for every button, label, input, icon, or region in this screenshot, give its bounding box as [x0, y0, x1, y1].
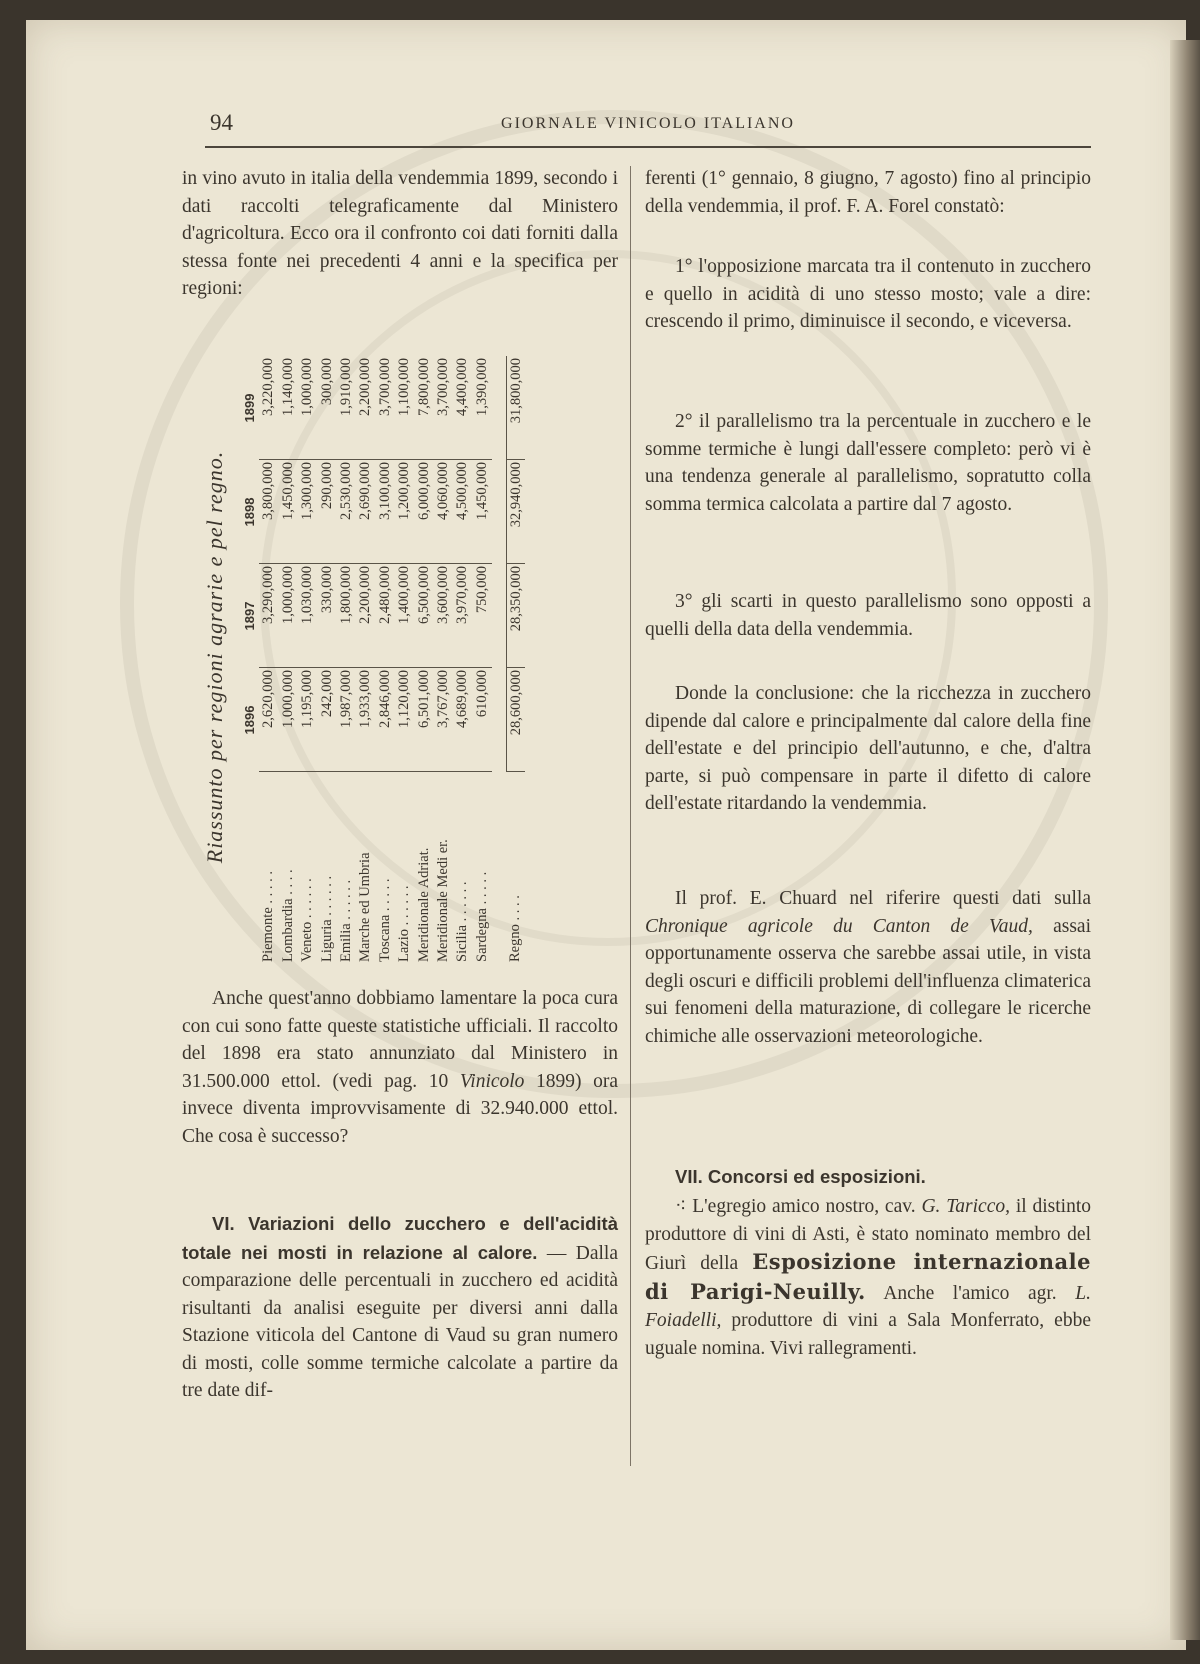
page-number: 94: [210, 110, 233, 135]
harvest-table: [182, 352, 618, 962]
value-cell: 1,000,000: [279, 564, 298, 668]
value-cell: 1,910,000: [337, 356, 356, 460]
region-label: [240, 772, 259, 962]
value-cell: 4,060,000: [434, 460, 453, 564]
value-cell: 4,400,000: [453, 356, 472, 460]
region-label: Veneto . . . . . .: [299, 878, 316, 962]
value-cell: 28,600,000: [506, 668, 525, 772]
value-cell: 290,000: [318, 460, 337, 564]
value-cell: 1,987,000: [337, 668, 356, 772]
table-row: [395, 352, 414, 962]
value-cell: 3,100,000: [376, 460, 395, 564]
region-label: Regno . . . .: [507, 895, 524, 962]
value-cell: 1,300,000: [298, 460, 317, 564]
value-cell: 1,030,000: [298, 564, 317, 668]
value-cell: 4,689,000: [453, 668, 472, 772]
table-row: [259, 352, 278, 962]
section-7-heading: VII. Concorsi ed esposizioni.: [675, 1166, 926, 1187]
value-cell: 2,846,000: [376, 668, 395, 772]
exhibition-name: Esposizione internazionale di Parigi-Neuilly.: [645, 1249, 1092, 1304]
value-cell: 31,800,000: [506, 356, 525, 460]
value-cell: 1896: [242, 705, 257, 735]
value-cell: 6,500,000: [415, 564, 434, 668]
region-label: Marche ed Umbria: [357, 852, 374, 962]
value-cell: 7,800,000: [415, 356, 434, 460]
value-cell: 2,200,000: [356, 356, 375, 460]
table-total-row: [506, 352, 525, 962]
value-cell: 1899: [242, 393, 257, 423]
value-cell: 1,195,000: [298, 668, 317, 772]
table-row: [473, 352, 492, 962]
region-label: Sicilia . . . . . .: [454, 881, 471, 962]
table-row: [453, 352, 472, 962]
region-label: Piemonte . . . . .: [260, 870, 277, 962]
value-cell: 3,800,000: [259, 460, 278, 564]
value-cell: 1,390,000: [473, 356, 492, 460]
value-cell: 1,000,000: [298, 356, 317, 460]
value-cell: 3,767,000: [434, 668, 453, 772]
intro-paragraph: in vino avuto in italia della vendemmia 1899, secondo i dati raccolti telegraficamente dal Ministero d'agricoltura. Ecco ora il confronto coi dati forniti dalla stessa fonte nei precedenti 4 anni e la specifica per regioni:: [182, 168, 618, 299]
value-cell: 300,000: [318, 356, 337, 460]
region-label: Meridionale Adriat.: [415, 847, 432, 962]
region-label: Lazio . . . . . .: [396, 885, 413, 962]
section-6-paragraph: VI. Variazioni dello zucchero e dell'acidità totale nei mosti in relazione al calore. — Dalla comparazione delle percentuali in zucchero ed acidità risultanti da analisi eseguite per diversi anni dalla Stazione viticola del Cantone di Vaud su gran numero di mosti, colle somme termiche calcolate a partire da tre date dif-: [182, 1213, 618, 1401]
value-cell: 1,200,000: [395, 460, 414, 564]
region-label: Lombardia . . . .: [279, 869, 296, 962]
region-label: Emilia . . . . . .: [337, 879, 354, 962]
value-cell: 750,000: [473, 564, 492, 668]
region-label: Meridionale Medi er.: [434, 839, 451, 962]
running-title: GIORNALE VINICOLO ITALIANO: [501, 115, 795, 132]
table-row: [298, 352, 317, 962]
value-cell: 2,620,000: [259, 668, 278, 772]
value-cell: 330,000: [318, 564, 337, 668]
section-7-paragraph: ⁖ L'egregio amico nostro, cav. G. Taricco, il distinto produttore di vini di Asti, è stato nominato membro del Giurì della Esposizione internazionale di Parigi-Neuilly. Anche l'amico agr. L. Foiadelli, produttore di vini a Sala Monferrato, ebbe uguale nomina. Vivi rallegramenti.: [645, 1196, 1092, 1359]
region-label: Sardegna . . . . .: [473, 871, 490, 962]
chuard-paragraph: Il prof. E. Chuard nel riferire questi dati sulla Chronique agricole du Canton de Vaud, assai opportunamente osserva che sarebbe assai utile, in vista degli oscuri e difficili problemi dell'influenza climaterica sui fenomeni della maturazione, di collegare le ricerche chimiche alle osservazioni meteorologiche.: [645, 888, 1091, 1047]
table-grid: [240, 352, 525, 962]
value-cell: 3,600,000: [434, 564, 453, 668]
table-row: [415, 352, 434, 962]
lament-paragraph: Anche quest'anno dobbiamo lamentare la poca cura con cui sono fatte queste statistiche ufficiali. Il raccolto del 1898 era stato annunziato dal Ministero in 31.500.000 ettol. (vedi pag. 10 Vinicolo 1899) ora invece diventa improvvisamente di 32.940.000 ettol. Che cosa è successo?: [182, 988, 619, 1147]
value-cell: 32,940,000: [506, 460, 525, 564]
table-row: [318, 352, 337, 962]
region-label: Liguria . . . . . .: [318, 875, 335, 962]
value-cell: 1,400,000: [395, 564, 414, 668]
section-6-heading: VI. Variazioni dello zucchero e dell'acidità totale nei mosti in relazione al calore.: [182, 1213, 618, 1263]
region-label: Toscana . . . . .: [376, 878, 393, 962]
table-row: [356, 352, 375, 962]
forel-intro: ferenti (1° gennaio, 8 giugno, 7 agosto) fino al principio della vendemmia, il prof. F. A. Forel constatò:: [645, 168, 1091, 217]
value-cell: 1,140,000: [279, 356, 298, 460]
value-cell: 1,450,000: [473, 460, 492, 564]
table-row: [376, 352, 395, 962]
table-title: Riassunto per regioni agrarie e pel regno.: [202, 450, 227, 864]
value-cell: 28,350,000: [506, 564, 525, 668]
value-cell: 2,530,000: [337, 460, 356, 564]
table-row: [337, 352, 356, 962]
value-cell: 2,480,000: [376, 564, 395, 668]
value-cell: 6,000,000: [415, 460, 434, 564]
value-cell: 3,700,000: [376, 356, 395, 460]
value-cell: 1897: [242, 601, 257, 631]
page-header: [205, 108, 1091, 148]
value-cell: 4,500,000: [453, 460, 472, 564]
table-row: [434, 352, 453, 962]
value-cell: 1,933,000: [356, 668, 375, 772]
point-1: 1° l'opposizione marcata tra il contenuto in zucchero e quello in acidità di uno stesso mosto; vale a dire: crescendo il primo, diminuisce il secondo, e viceversa.: [645, 256, 1091, 332]
book-spine: [1170, 40, 1200, 1640]
table-header-row: [240, 352, 259, 962]
value-cell: 1898: [242, 497, 257, 527]
value-cell: 2,690,000: [356, 460, 375, 564]
value-cell: 1,120,000: [395, 668, 414, 772]
value-cell: 2,200,000: [356, 564, 375, 668]
value-cell: 6,501,000: [415, 668, 434, 772]
value-cell: 1,450,000: [279, 460, 298, 564]
point-2: 2° il parallelismo tra la percentuale in zucchero e le somme termiche è lungi dall'essere completo: però vi è una tendenza generale al parallelismo, sopratutto colla somma termica calcolata a partire dal 7 agosto.: [645, 411, 1091, 515]
value-cell: 3,700,000: [434, 356, 453, 460]
conclusion-paragraph: Donde la conclusione: che la ricchezza in zucchero dipende dal calore e principalmente dal calore della fine dell'estate e del principio dell'autunno, e che, d'altra parte, si può compensare in parte il difetto di calore dell'estate ritardando la vendemmia.: [645, 683, 1091, 814]
value-cell: 1,000,000: [279, 668, 298, 772]
value-cell: 1,800,000: [337, 564, 356, 668]
column-divider: [630, 166, 631, 1466]
value-cell: 610,000: [473, 668, 492, 772]
value-cell: 3,220,000: [259, 356, 278, 460]
value-cell: 242,000: [318, 668, 337, 772]
point-3: 3° gli scarti in questo parallelismo sono opposti a quelli della data della vendemmia.: [645, 591, 1091, 640]
value-cell: 3,970,000: [453, 564, 472, 668]
value-cell: 3,290,000: [259, 564, 278, 668]
table-row: [279, 352, 298, 962]
value-cell: 1,100,000: [395, 356, 414, 460]
